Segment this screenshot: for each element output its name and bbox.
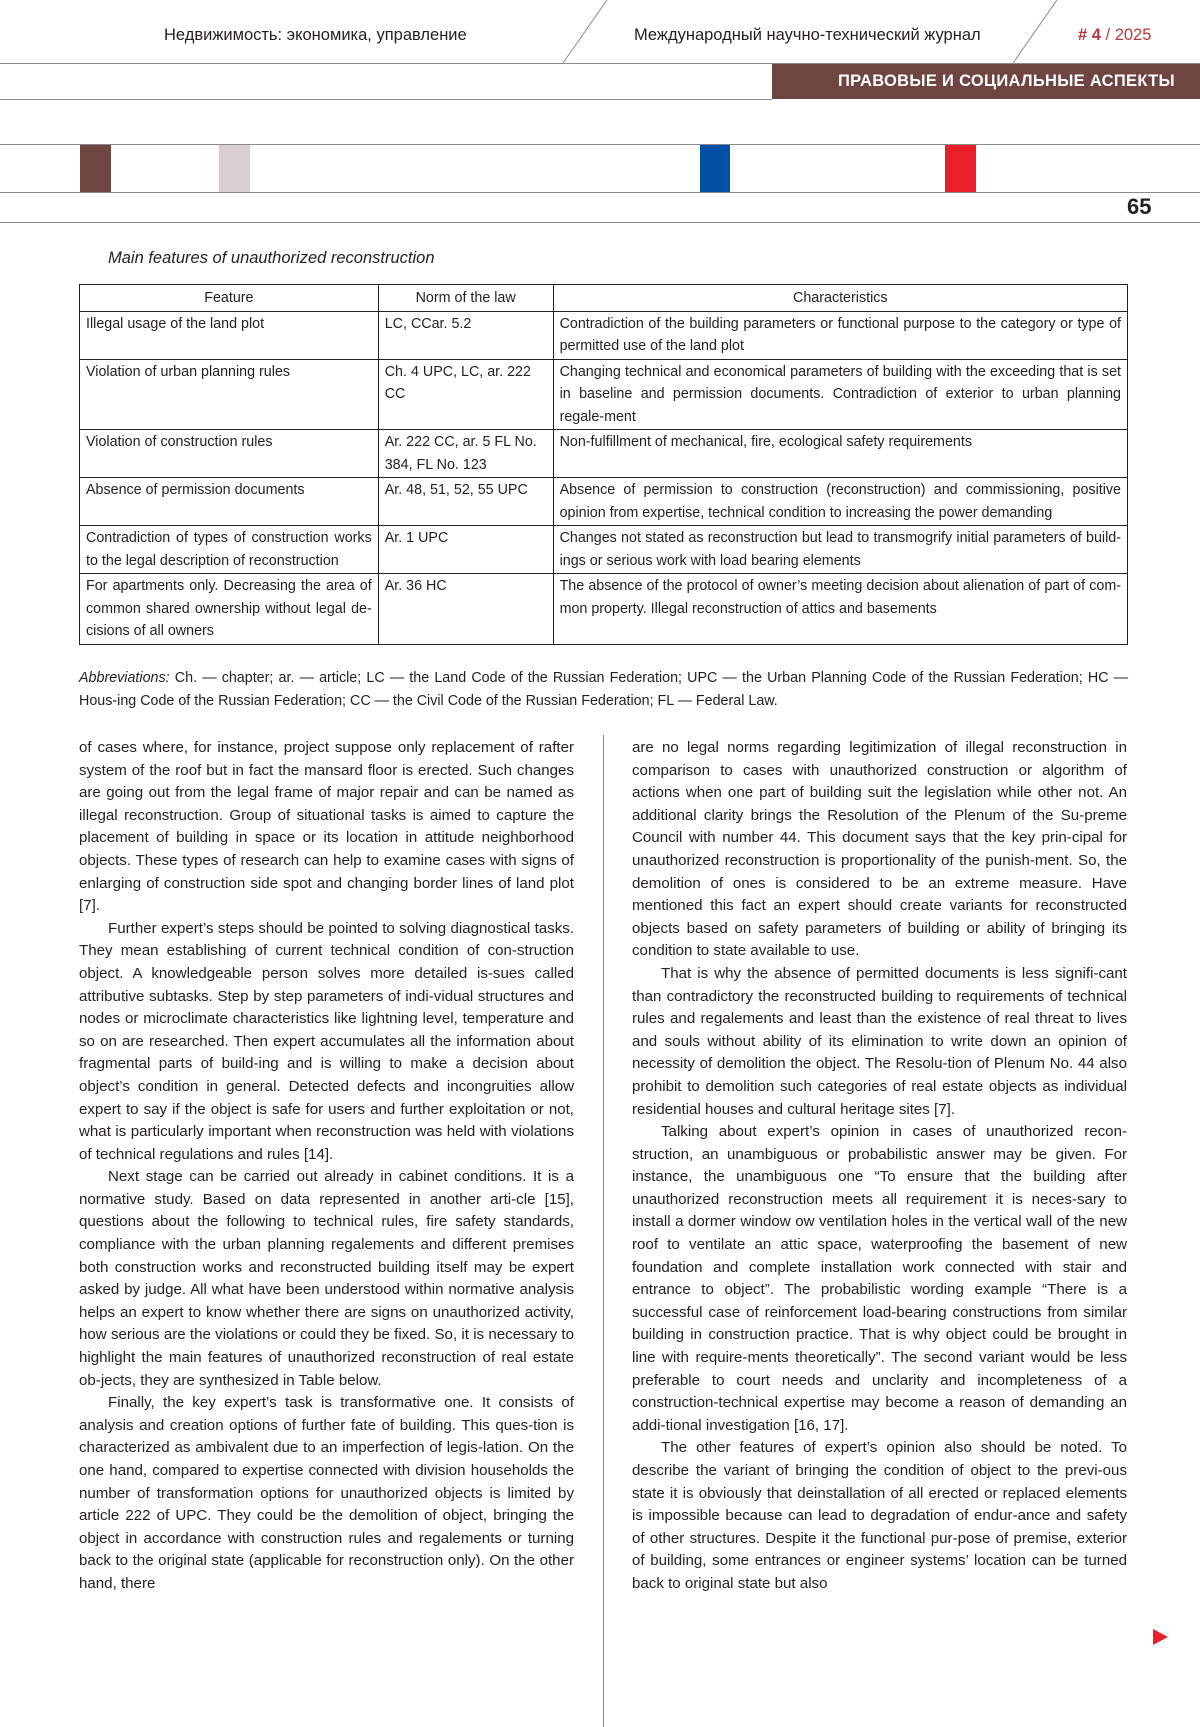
cell-characteristics: Absence of permission to construction (reconstruction) and commissioning, positive opinion from expertise, technical condition to increasing the power demanding [553, 478, 1127, 526]
paragraph: are no legal norms regarding legitimization of illegal reconstruction in comparison to cases with unauthorized construction or algorithm of actions when one part of building suit the legislation while other not. An additional clarity brings the Resolution of the Plenum of the Su-preme Council with number 44. This document says that the key prin-cipal for unauthorized reconstruction is proportionality of the punish-ment. So, the demolition of ones is considered to be an extreme measure. Have mentioned this fact an expert should create variants for reconstructed objects based on safety parameters of building or ability of bringing its condition to state available to use. [632, 739, 1127, 960]
table-abbreviations [79, 667, 1128, 712]
cell-feature: Illegal usage of the land plot [80, 311, 379, 359]
color-band-top-rule [0, 144, 1200, 145]
header-slash-1 [563, 0, 607, 63]
header-characteristics: Characteristics [553, 285, 1127, 312]
cell-norm: LC, CCar. 5.2 [378, 311, 553, 359]
cell-characteristics: Contradiction of the building parameters or functional purpose to the category or type of permitted use of the land plot [553, 311, 1127, 359]
cell-characteristics: Changes not stated as reconstruction but lead to transmogrify initial parameters of build-ings or serious work with load bearing elements [553, 526, 1127, 574]
paragraph: Talking about expert’s opinion in cases of unauthorized recon-struction, an unambiguous or probabilistic answer may be given. For instance, the unambiguous one “To ensure that the building after unauthorized reconstruction meets all requirement it is neces-sary to install a dormer window ow ventilation holes in the vertical wall of the new roof to ventilate an attic space, waterproofing the basement of new foundation and complete installation work connected with stair and entrance to object”. The probabilistic wording example “There is a successful case of reinforcement load-bearing constructions from similar building in construction practice. That is why object could be brought in line with require-ments theoretically”. The second variant would be less preferable to court needs and unclarity and incompleteness of a construction-technical expertise may become a reason of demanding an addi-tional investigation [16, 17]. [632, 1123, 1127, 1434]
cell-characteristics: Non-fulfillment of mechanical, fire, ecological safety requirements [553, 430, 1127, 478]
features-table [79, 284, 1128, 645]
paragraph: Further expert’s steps should be pointed to solving diagnostical tasks. They mean establishing of current technical condition of con-struction object. A knowledgeable person solves more detailed is-sues called attributive subtasks. Step by step parameters of indi-vidual structures and nodes or microclimate characteristics like lightning level, temperature and so on are researched. Then expert accumulates all the information about fragmental parts of build-ing and is willing to make a decision about object’s condition in general. Detected defects and incongruities allow expert to say if the object is safe for users and further exploitation or not, what is particularly important when reconstruction was held with violations of technical regulations and rules [14]. [79, 919, 574, 1163]
table-row [80, 574, 1128, 645]
column-divider [603, 735, 604, 1727]
color-block-blue [700, 145, 730, 192]
color-block-pink [219, 145, 250, 192]
triangle-right-icon [1153, 1629, 1168, 1645]
cell-feature: Absence of permission documents [80, 478, 379, 526]
cell-feature: Contradiction of types of construction works to the legal description of reconstruction [80, 526, 379, 574]
color-block-brown [80, 145, 111, 192]
cell-characteristics: Changing technical and economical parameters of building with the exceeding that is set in baseline and permission documents. Contradiction of exterior to urban planning regale-ment [553, 359, 1127, 430]
cell-norm: Ar. 1 UPC [378, 526, 553, 574]
table-row [80, 430, 1128, 478]
table-header-row [80, 285, 1128, 312]
page-number-rule [0, 222, 1200, 223]
table-row [80, 359, 1128, 430]
paragraph: of cases where, for instance, project suppose only replacement of rafter system of the roof but in fact the mansard floor is erected. Such changes are going out from the legal frame of major repair and can be named as illegal reconstruction. Group of situational tasks is aimed to capture the placement of building in space or its location in attitude neighborhood objects. These types of research can help to examine cases with signs of enlarging of construction side spot and changing border lines of land plot [7]. [79, 739, 574, 915]
issue-prefix: # 4 [1078, 26, 1101, 44]
abbreviations-text: Ch. — chapter; ar. — article; LC — the Land Code of the Russian Federation; UPC — the Urban Planning Code of the Russian Federation; HC — Hous-ing Code of the Russian Federation; CC — the Civil Code of the Russian Federation; FL — Federal Law. [79, 670, 1128, 709]
paragraph: Finally, the key expert’s task is transformative one. It consists of analysis and creation options of further fate of building. This ques-tion is characterized as ambivalent due to an imperfection of legis-lation. On the one hand, compared to expertise connected with division households the number of transformation options for unauthorized objects is limited by article 222 of UPC. They could be the demolition of object, bringing the object in accordance with construction rules and regalements or turning back to the original state (applicable for reconstruction only). On the other hand, there [79, 1394, 574, 1592]
cell-feature: Violation of construction rules [80, 430, 379, 478]
header-rules [0, 0, 1200, 120]
abbreviations-label: Abbreviations: [79, 670, 170, 686]
journal-title: Недвижимость: экономика, управление [164, 26, 467, 44]
issue-year: / 2025 [1100, 26, 1152, 44]
header-slash-2 [1013, 0, 1057, 63]
table-row [80, 478, 1128, 526]
paragraph: That is why the absence of permitted documents is less signifi-cant than contradictory the reconstructed building to requirements of technical rules and regalements and least than the existence of real threat to lives and souls without ability of its elimination to write down an opinion of necessity of demolition the object. The Resolu-tion of Plenum No. 44 also prohibit to demolition such categories of real estate objects as individual residential houses and cultural heritage sites [7]. [632, 964, 1127, 1118]
cell-norm: Ar. 36 HC [378, 574, 553, 645]
header-norm: Norm of the law [378, 285, 553, 312]
table-caption: Main features of unauthorized reconstruction [108, 249, 435, 267]
cell-norm: Ar. 222 CC, ar. 5 FL No. 384, FL No. 123 [378, 430, 553, 478]
color-block-red [945, 145, 976, 192]
cell-characteristics: The absence of the protocol of owner’s meeting decision about alienation of part of com-mon property. Illegal reconstruction of attics and basements [553, 574, 1127, 645]
cell-norm: Ch. 4 UPC, LC, ar. 222 CC [378, 359, 553, 430]
cell-feature: Violation of urban planning rules [80, 359, 379, 430]
cell-norm: Ar. 48, 51, 52, 55 UPC [378, 478, 553, 526]
right-column [632, 737, 1127, 1596]
table-row [80, 526, 1128, 574]
left-column [79, 737, 574, 1596]
journal-subtitle: Международный научно-технический журнал [634, 26, 981, 44]
header-feature: Feature [80, 285, 379, 312]
cell-feature: For apartments only. Decreasing the area of common shared ownership without legal de-cisions of all owners [80, 574, 379, 645]
table-row [80, 311, 1128, 359]
page-number: 65 [1127, 194, 1152, 219]
color-band-bottom-rule [0, 192, 1200, 193]
paragraph: Next stage can be carried out already in cabinet conditions. It is a normative study. Based on data represented in another arti-cle [15], questions about the following to technical rules, fire safety standards, compliance with the urban planning regalements and different premises both construction works and reconstructed building itself may be expert asked by judge. All what have been understood within normative analysis helps an expert to know whether there are signs on unauthorized activity, how serious are the violations or could they be fixed. So, it is necessary to highlight the main features of unauthorized reconstruction of real estate ob-jects, they are synthesized in Table below. [79, 1168, 574, 1389]
section-banner: ПРАВОВЫЕ И СОЦИАЛЬНЫЕ АСПЕКТЫ [772, 64, 1200, 99]
paragraph: The other features of expert’s opinion also should be noted. To describe the variant of bringing the condition of object to the previ-ous state it is obviously that deinstallation of all erected or replaced elements is impossible because can lead to degradation of endur-ance and safety of other structures. Despite it the functional pur-pose of premise, exterior of building, some entrances or engineer systems’ location can be turned back to original state but also [632, 1439, 1127, 1592]
